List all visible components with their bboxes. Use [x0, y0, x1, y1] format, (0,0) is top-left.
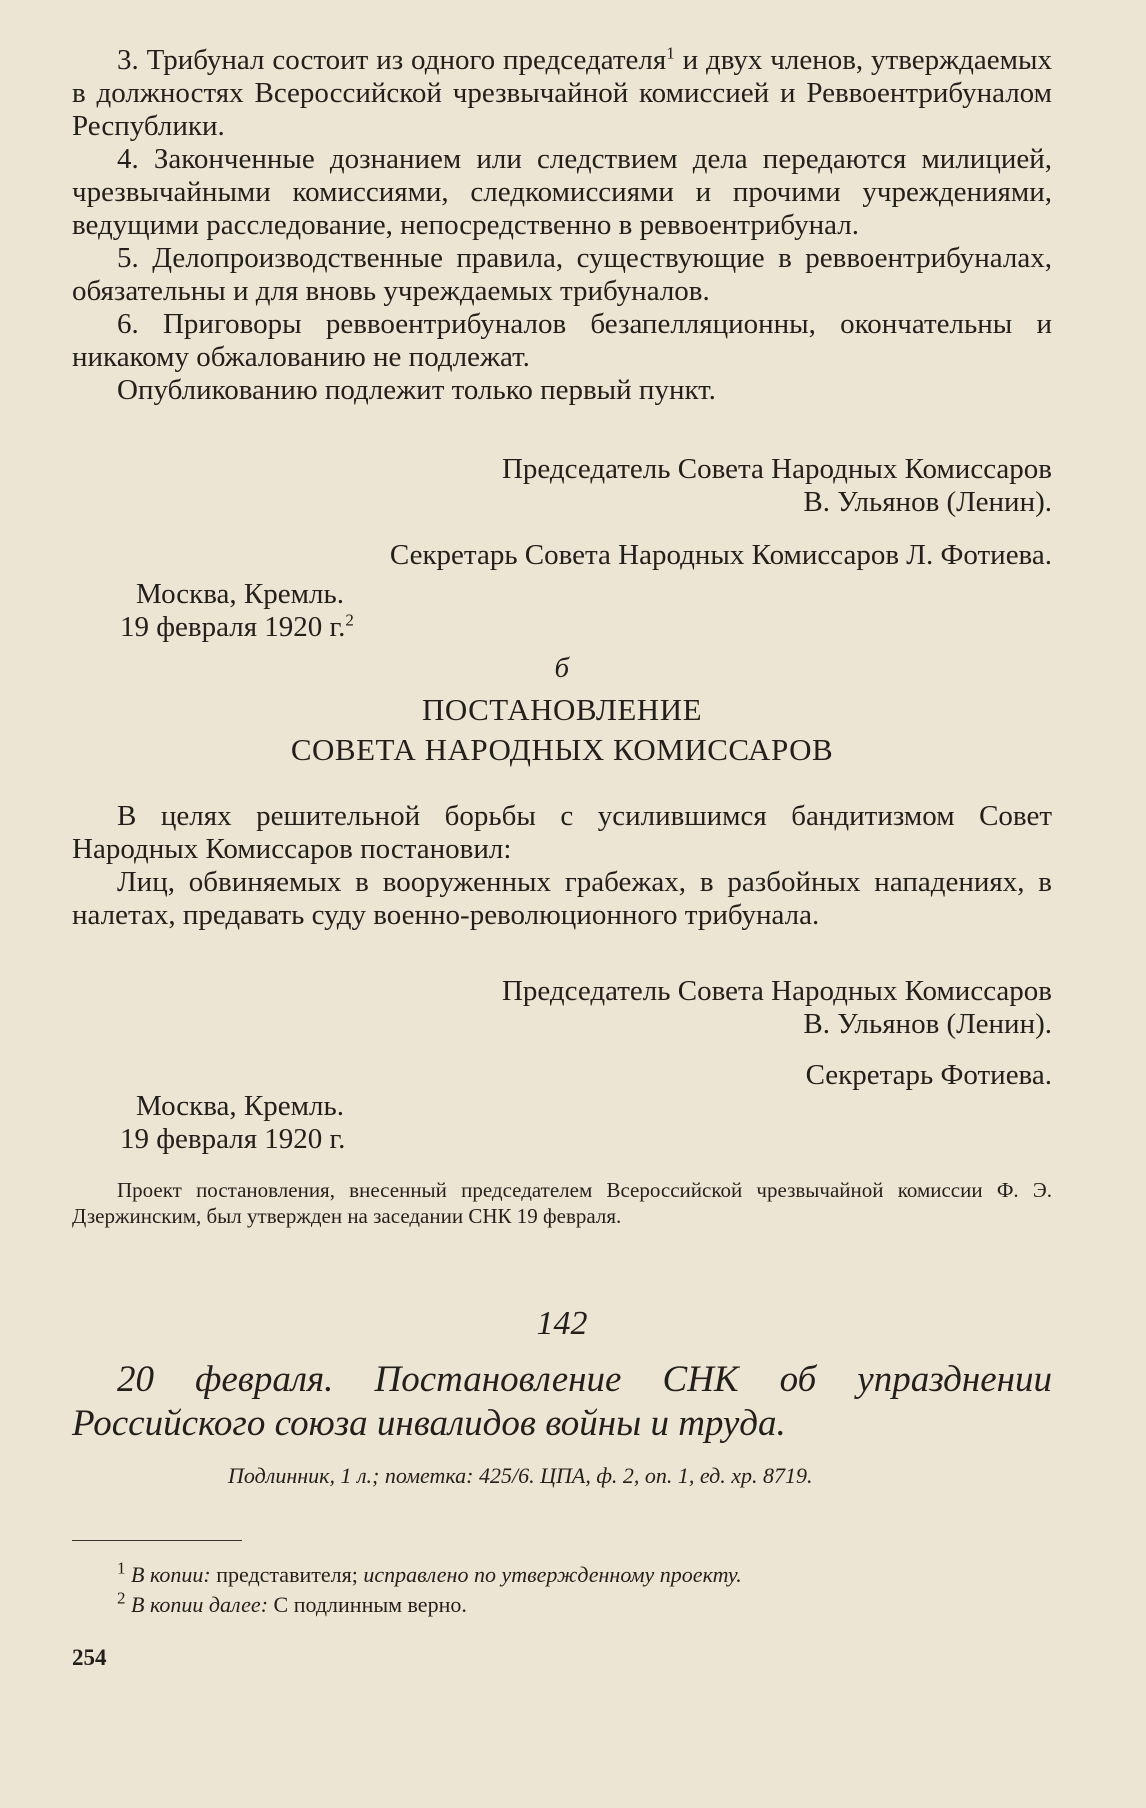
signature-secretary: Секретарь Фотиева. [805, 1059, 1052, 1091]
page-number: 254 [72, 1645, 107, 1670]
point-6: 6. Приговоры реввоентрибуналов безапелляционны, окончательны и никакому обжалованию не подлежат. [72, 308, 1052, 373]
footnote-divider [72, 1540, 242, 1541]
signature-chairman-name: В. Ульянов (Ленин). [803, 1008, 1052, 1040]
section-b-signatures [72, 975, 1052, 1092]
date: 19 февраля 1920 г.$^2$ [120, 610, 354, 643]
section-b-place-date [120, 1090, 720, 1156]
decree-preamble: В целях решительной борьбы с усилившимся бандитизмом Совет Народных Комиссаров постановил: [72, 800, 1052, 865]
point-3: 3. Трибунал состоит из одного председателя$^1$ и двух членов, утверждаемых в должностях Всероссийской чрезвычайной комиссией и Реввоентрибуналом Республики. [72, 43, 1052, 142]
signature-secretary: Секретарь Совета Народных Комиссаров Л. Фотиева. [389, 539, 1052, 571]
point-5: 5. Делопроизводственные правила, существующие в реввоентрибуналах, обязательны и для вновь учреждаемых трибуналов. [72, 242, 1052, 307]
editorial-note [72, 1177, 1052, 1229]
section-letter: б [554, 652, 570, 684]
document-number: 142 [536, 1305, 588, 1342]
heading-line-2: СОВЕТА НАРОДНЫХ КОМИССАРОВ [290, 732, 834, 767]
editorial-note-text: Проект постановления, внесенный председателем Всероссийской чрезвычайной комиссии Ф. Э. Дзержинским, был утвержден на заседании СНК 19 февраля. [72, 1178, 1052, 1228]
footnote-ref-1: 1 [666, 43, 675, 63]
footnote-1: $^1$ В копии: представителя; исправлено по утвержденному проекту. [117, 1558, 742, 1587]
publication-note: Опубликованию подлежит только первый пункт. [117, 374, 716, 406]
signature-chairman-name: В. Ульянов (Ленин). [803, 486, 1052, 518]
footnote-2: $^2$ В копии далее: С подлинным верно. [117, 1588, 467, 1617]
section-b-heading [72, 690, 1052, 770]
footnote-ref-2: 2 [345, 610, 354, 630]
section-a-signatures [72, 453, 1052, 572]
heading-line-1: ПОСТАНОВЛЕНИЕ [421, 692, 703, 727]
document-title-block [72, 1358, 1052, 1446]
signature-chairman-title: Председатель Совета Народных Комиссаров [501, 453, 1052, 485]
footnotes [72, 1560, 1052, 1620]
section-b-body [72, 800, 1052, 932]
archive-reference: Подлинник, 1 л.; пометка: 425/6. ЦПА, ф. 2, оп. 1, ед. хр. 8719. [228, 1463, 813, 1488]
section-a-body [72, 44, 1052, 407]
archive-reference-block [228, 1462, 1052, 1490]
date: 19 февраля 1920 г. [120, 1123, 346, 1155]
signature-chairman-title: Председатель Совета Народных Комиссаров [501, 975, 1052, 1007]
place: Москва, Кремль. [136, 1090, 344, 1122]
document-title: 20 февраля. Постановление СНК об упразднении Российского союза инвалидов войны и труда. [72, 1359, 1052, 1444]
decree-text: Лиц, обвиняемых в вооруженных грабежах, в разбойных нападениях, в налетах, предавать суду военно-революционного трибунала. [72, 866, 1052, 931]
section-a-place-date [120, 578, 720, 644]
point-4: 4. Законченные дознанием или следствием дела передаются милицией, чрезвычайными комиссиями, следкомиссиями и прочими учреждениями, ведущими расследование, непосредственно в реввоентрибунал. [72, 143, 1052, 241]
place: Москва, Кремль. [136, 578, 344, 610]
